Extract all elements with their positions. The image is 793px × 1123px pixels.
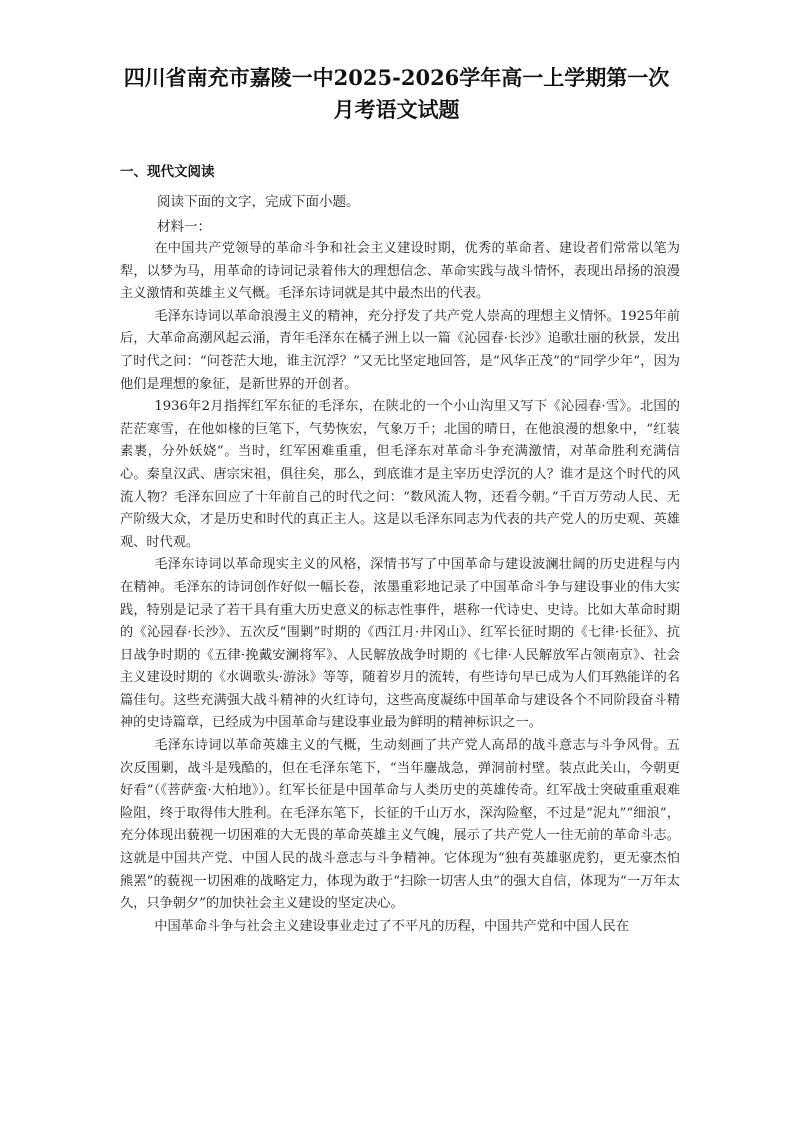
paragraph: 毛泽东诗词以革命英雄主义的气概，生动刻画了共产党人高昂的战斗意志与斗争风骨。五次反围剿，战斗是残酷的，但在毛泽东笔下，“当年鏖战急，弹洞前村壁。装点此关山，今朝更好看”（《菩萨蛮·大柏地》）。红军长征是中国革命与人类历史的英雄传奇。红军战士突破重重艰难险阻，终于取得伟大胜利。在毛泽东笔下，长征的千山万水，深沟险壑，不过是“泥丸”“细浪”，充分体现出藐视一切困难的大无畏的革命英雄主义气魄，展示了共产党人一往无前的革命斗志。这就是中国共产党、中国人民的战斗意志与斗争精神。它体现为“独有英雄驱虎豹，更无豪杰怕熊罴”的藐视一切困难的战略定力，体现为敢于“扫除一切害人虫”的强大自信，体现为“一万年太久，只争朝夕”的加快社会主义建设的坚定决心。	[120, 738, 680, 912]
material-label: 材料一：	[157, 219, 211, 235]
passage-body	[120, 238, 680, 938]
document-title	[110, 62, 683, 126]
title-line-2: 月考语文试题	[333, 97, 460, 122]
section-heading: 一、现代文阅读	[120, 164, 215, 180]
paragraph: 在中国共产党领导的革命斗争和社会主义建设时期，优秀的革命者、建设者们常常以笔为犁，以梦为马，用革命的诗词记录着伟大的理想信念、革命实践与战斗情怀，表现出昂扬的浪漫主义激情和英雄主义气概。毛泽东诗词就是其中最杰出的代表。	[120, 241, 680, 302]
paragraph: 毛泽东诗词以革命现实主义的风格，深情书写了中国革命与建设波澜壮阔的历史进程与内在精神。毛泽东的诗词创作好似一幅长卷，浓墨重彩地记录了中国革命斗争与建设事业的伟大实践，特别是记录了若干具有重大历史意义的标志性事件，堪称一代诗史、史诗。比如大革命时期的《沁园春·长沙》、五次反“围剿”时期的《西江月·井冈山》、红军长征时期的《七律·长征》、抗日战争时期的《五律·挽戴安澜将军》、人民解放战争时期的《七律·人民解放军占领南京》、社会主义建设时期的《水调歌头·游泳》等等，随着岁月的流转，有些诗句早已成为人们耳熟能详的名篇佳句。这些充满强大战斗精神的火红诗句，这些高度凝练中国革命与建设各个不同阶段奋斗精神的史诗篇章，已经成为中国革命与建设事业最为鲜明的精神标识之一。	[120, 557, 680, 731]
paragraph: 毛泽东诗词以革命浪漫主义的精神，充分抒发了共产党人崇高的理想主义情怀。1925年前后，大革命高潮风起云涌，青年毛泽东在橘子洲上以一篇《沁园春·长沙》追歌壮丽的秋景，发出了时代之问：“问苍茫大地，谁主沉浮？”又无比坚定地回答，是“风华正茂”的“同学少年”，因为他们是理想的象征，是新世界的开创者。	[120, 308, 680, 392]
reading-instruction: 阅读下面的文字，完成下面小题。	[157, 194, 360, 210]
paragraph: 中国革命斗争与社会主义建设事业走过了不平凡的历程，中国共产党和中国人民在	[154, 918, 630, 934]
title-line-1: 四川省南充市嘉陵一中2025-2026学年高一上学期第一次	[123, 65, 670, 90]
paragraph: 1936年2月指挥红军东征的毛泽东，在陕北的一个小山沟里又写下《沁园春·雪》。北国的茫茫寒雪，在他如椽的巨笔下，气势恢宏，气象万千；北国的晴日，在他浪漫的想象中，“红装素裹，分外妖娆”。当时，红军困难重重，但毛泽东对革命斗争充满激情，对革命胜利充满信心。秦皇汉武、唐宗宋祖，俱往矣，那么，到底谁才是主宰历史浮沉的人？谁才是这个时代的风流人物？毛泽东回应了十年前自己的时代之问：“数风流人物，还看今朝。”千百万劳动人民、无产阶级大众，才是历史和时代的真正主人。这是以毛泽东同志为代表的共产党人的历史观、英雄观、时代观。	[120, 399, 680, 550]
